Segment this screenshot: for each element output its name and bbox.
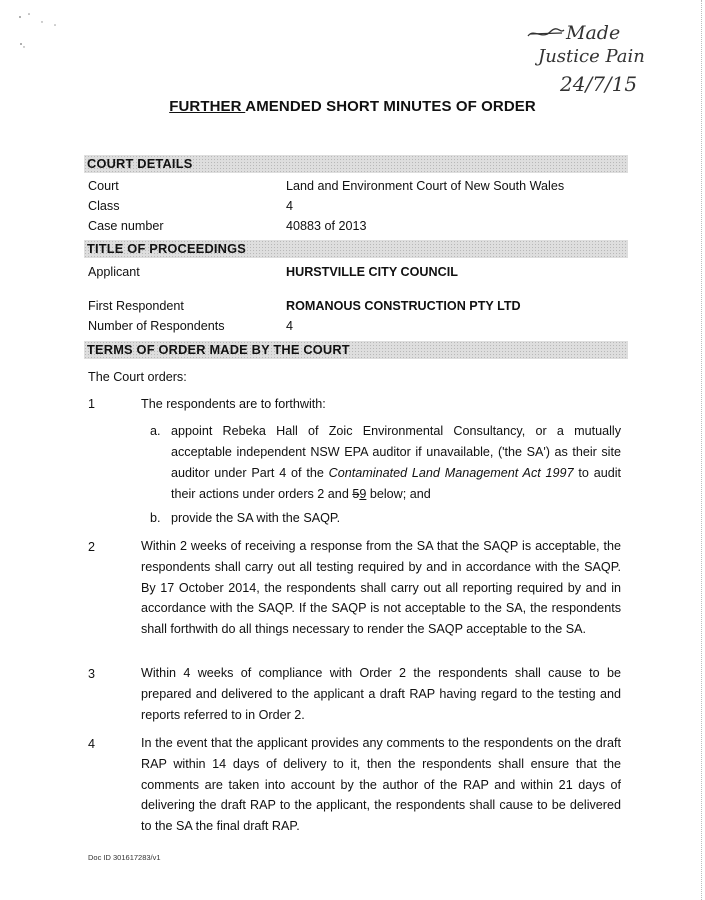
handwritten-made: Made: [566, 22, 621, 44]
order-1-text: The respondents are to forthwith:: [141, 397, 326, 411]
order-1a-text-start: appoint Rebeka Hall of Zoic Environmental Consultancy, or a mutually acceptable independent NSW EPA auditor if unavailable, ('the SA') as their site auditor under Part 4 of the: [171, 424, 621, 480]
order-3-text: Within 4 weeks of compliance with Order 2 the respondents shall cause to be prepared and delivered to the applicant a draft RAP having regard to the testing and reports referred to in Order 2.: [141, 666, 621, 722]
order-4-number: 4: [88, 737, 96, 751]
court-details-band: [84, 155, 628, 173]
page-edge-shadow: [701, 0, 703, 900]
order-1a-text-end: below; and: [366, 487, 431, 501]
handwritten-justice: Justice Pain: [538, 46, 645, 67]
order-1a-text: [171, 421, 621, 505]
title-inserted-word: FURTHER: [169, 98, 246, 115]
case-number-value: 40883 of 2013: [286, 219, 367, 233]
first-respondent-label: First Respondent: [88, 299, 184, 313]
order-1-number: 1: [88, 397, 96, 411]
proceedings-heading: TITLE OF PROCEEDINGS: [87, 241, 246, 256]
title-main: AMENDED SHORT MINUTES OF ORDER: [245, 98, 536, 115]
order-1b-text: provide the SA with the SAQP.: [171, 511, 341, 525]
order-2-number: 2: [88, 540, 96, 554]
class-value: 4: [286, 199, 294, 213]
court-details-heading: COURT DETAILS: [87, 156, 193, 171]
applicant-value: HURSTVILLE CITY COUNCIL: [286, 265, 458, 279]
order-1a-struck-number: 5: [352, 487, 360, 501]
order-3-number: 3: [88, 667, 96, 681]
class-label: Class: [88, 199, 120, 213]
applicant-label: Applicant: [88, 265, 140, 279]
scribble-strikeout-icon: [524, 24, 566, 44]
case-number-label: Case number: [88, 219, 164, 233]
handwritten-annotation: [520, 18, 690, 98]
order-1a-inserted-number: 9: [359, 487, 367, 501]
orders-intro: The Court orders:: [88, 370, 187, 384]
terms-band: [84, 341, 628, 359]
court-value: Land and Environment Court of New South Wales: [286, 179, 565, 193]
handwritten-date: 24/7/15: [560, 72, 638, 96]
court-label: Court: [88, 179, 119, 193]
order-1a-letter: a.: [150, 424, 161, 438]
order-1a-text-mid: to audit their actions under orders 2 and: [171, 466, 622, 501]
document-title: [0, 98, 705, 115]
respondent-count-value: 4: [286, 319, 294, 333]
terms-heading: TERMS OF ORDER MADE BY THE COURT: [87, 342, 350, 357]
order-4-text: In the event that the applicant provides any comments to the respondents on the draft RAP within 14 days of delivery to it, then the respondents shall ensure that the comments are taken into account by the author of the RAP and within 21 days of delivering the draft RAP to the applicant, the respondents shall cause to be delivered to the SA the final draft RAP.: [141, 736, 621, 834]
order-2-text: Within 2 weeks of receiving a response from the SA that the SAQP is acceptable, the respondents shall carry out all testing required by and in accordance with the SAQP. By 17 October 2014, the respondents shall carry out all reporting required by and in accordance with the SAQP. If the SAQP is not acceptable to the SA, the respondents shall forthwith do all things necessary to render the SAQP acceptable to the SA.: [141, 539, 621, 637]
document-id: Doc ID 301617283/v1: [88, 853, 161, 862]
first-respondent-value: ROMANOUS CONSTRUCTION PTY LTD: [286, 299, 521, 313]
respondent-count-label: Number of Respondents: [88, 319, 225, 333]
order-1b-letter: b.: [150, 511, 161, 525]
order-1a-act-name: Contaminated Land Management Act 1997: [328, 466, 574, 480]
margin-specks: [0, 0, 80, 60]
proceedings-band: [84, 240, 628, 258]
